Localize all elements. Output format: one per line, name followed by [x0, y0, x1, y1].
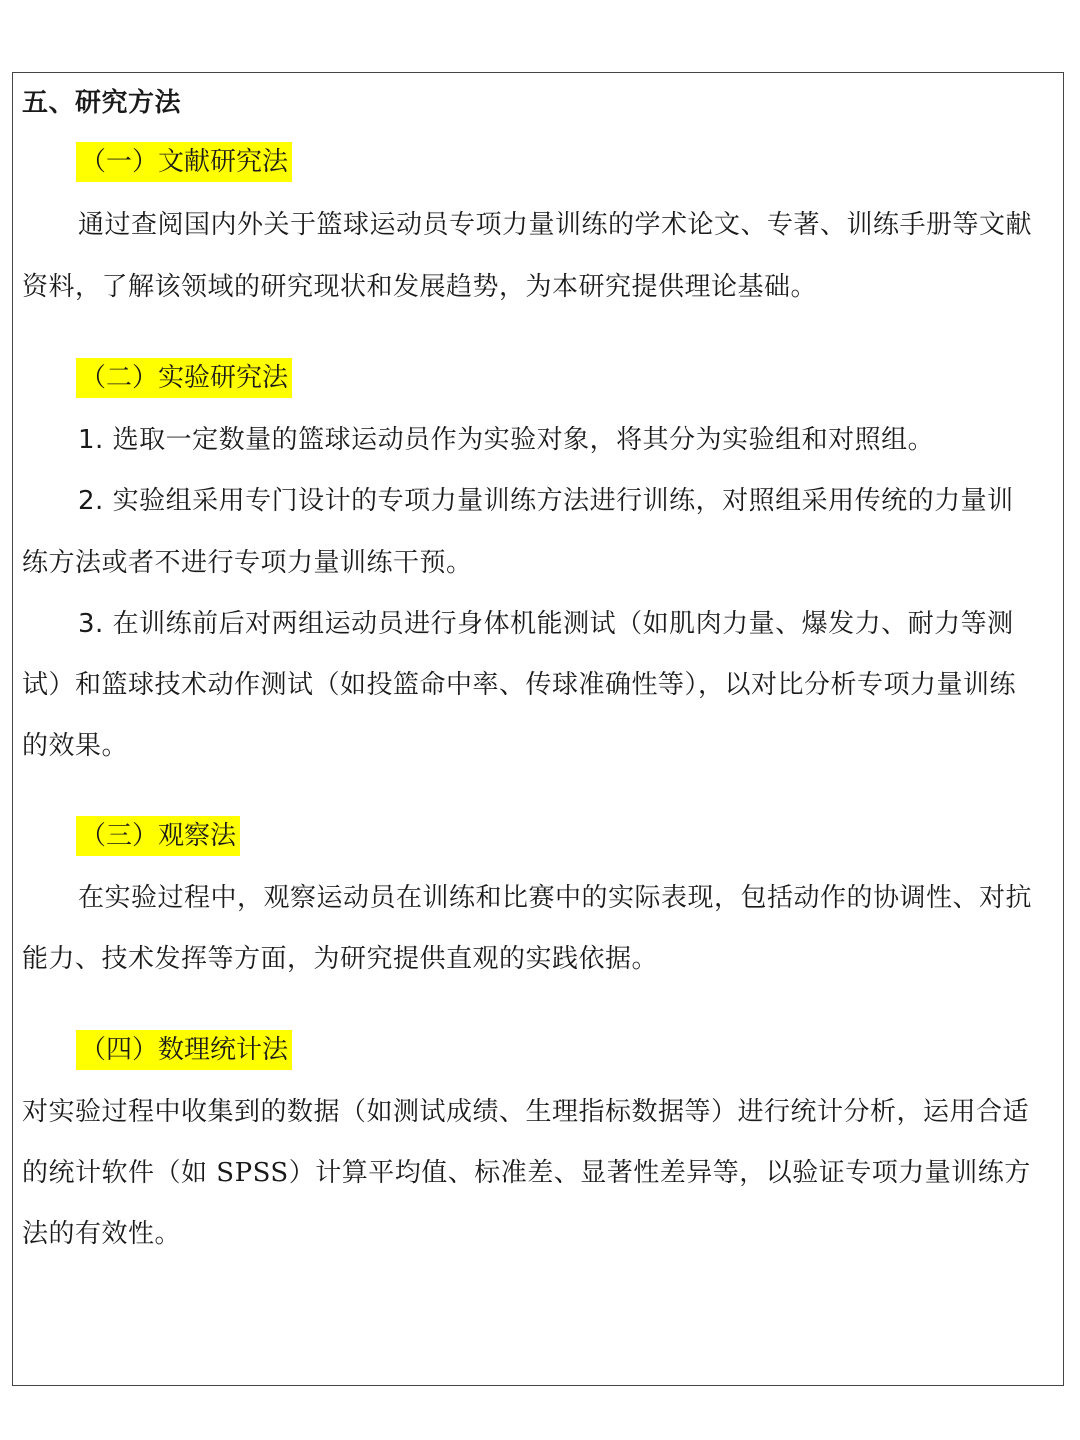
list-number: 2. [78, 486, 104, 516]
paragraph-line: 法的有效性。 [22, 1219, 182, 1249]
subheading-statistics-method: （四）数理统计法 [76, 1030, 292, 1070]
paragraph-line: 的效果。 [22, 731, 129, 761]
paragraph-line: 能力、技术发挥等方面，为研究提供直观的实践依据。 [22, 944, 659, 974]
paragraph-line: 的统计软件（如 SPSS）计算平均值、标准差、显著性差异等，以验证专项力量训练方 [22, 1158, 1031, 1188]
list-text: 在训练前后对两组运动员进行身体机能测试（如肌肉力量、爆发力、耐力等测 [112, 609, 1014, 639]
list-item [78, 607, 1014, 641]
paragraph-line: 通过查阅国内外关于篮球运动员专项力量训练的学术论文、专著、训练手册等文献 [78, 210, 1033, 240]
list-number: 1. [78, 425, 104, 455]
subheading-experimental-method: （二）实验研究法 [76, 358, 292, 398]
subheading-observation-method: （三）观察法 [76, 816, 240, 856]
paragraph-line: 练方法或者不进行专项力量训练干预。 [22, 548, 473, 578]
list-number: 3. [78, 609, 104, 639]
list-text: 选取一定数量的篮球运动员作为实验对象，将其分为实验组和对照组。 [112, 425, 935, 455]
list-item [78, 423, 934, 457]
subheading-literature-method: （一）文献研究法 [76, 142, 292, 182]
paragraph-line: 试）和篮球技术动作测试（如投篮命中率、传球准确性等），以对比分析专项力量训练 [22, 670, 1017, 700]
list-text: 实验组采用专门设计的专项力量训练方法进行训练，对照组采用传统的力量训 [112, 486, 1014, 516]
list-item [78, 484, 1014, 518]
section-title: 五、研究方法 [22, 88, 182, 118]
paragraph-line: 资料，了解该领域的研究现状和发展趋势，为本研究提供理论基础。 [22, 272, 818, 302]
paragraph-line: 在实验过程中，观察运动员在训练和比赛中的实际表现，包括动作的协调性、对抗 [78, 883, 1033, 913]
paragraph-line: 对实验过程中收集到的数据（如测试成绩、生理指标数据等）进行统计分析，运用合适 [22, 1097, 1030, 1127]
